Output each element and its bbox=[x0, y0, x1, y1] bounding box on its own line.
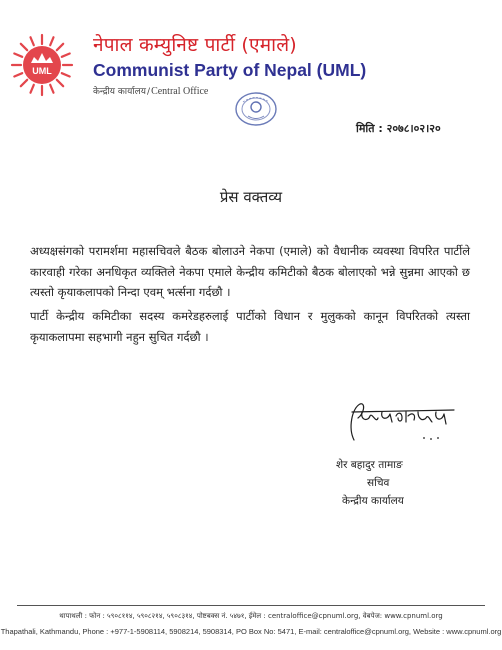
signatory-office: केन्द्रीय कार्यालय bbox=[342, 495, 404, 507]
party-name-nepali: नेपाल कम्युनिष्ट पार्टी (एमाले) bbox=[93, 34, 297, 56]
central-office-line bbox=[93, 84, 208, 97]
office-separator: / bbox=[147, 87, 151, 97]
party-seal-stamp-icon bbox=[234, 90, 278, 128]
office-label-nepali: केन्द्रीय कार्यालय bbox=[93, 87, 147, 97]
statement-paragraph-2: पार्टी केन्द्रीय कमिटीका सदस्य कमरेडहरुलाई पार्टीको विधान र मुलुकको कानून विपरितको त्यस्ता कृयाकलापमा सहभागी नहुन सुचित गर्दछौ । bbox=[30, 309, 470, 344]
party-name-english: Communist Party of Nepal (UML) bbox=[93, 60, 367, 80]
svg-text:UML: UML bbox=[32, 66, 52, 76]
press-release-heading: प्रेस वक्तव्य bbox=[219, 188, 283, 206]
signatory-name: शेर बहादुर तामाङ bbox=[336, 459, 403, 471]
letter-date: मिति : २०७८।०२।२० bbox=[356, 122, 441, 135]
footer-contact-nepali: थापाथली : फोन : ५९०८११४, ५९०८२१४, ५९०८३१४, पोष्टबक्स नं. ५४७१, ईमेल : centraloffice@cpnuml.org, वेबपेज: www.cpnuml.org bbox=[59, 612, 443, 620]
handwritten-signature-icon bbox=[346, 398, 458, 444]
office-label-english: Central Office bbox=[151, 86, 209, 97]
cpn-uml-sun-emblem-icon bbox=[9, 32, 75, 98]
statement-paragraph-1: अध्यक्षसंगको परामर्शमा महासचिवले बैठक बोलाउने नेकपा (एमाले) को वैधानीक व्यवस्था विपरित पार्टीले कारवाही गरेका अनधिकृत व्यक्तिले नेकपा एमाले केन्द्रीय कमिटीको बैठक बोलाएको भन्ने सुन्नमा आएको छ त्यस्तो कृयाकलापको निन्दा एवम् भर्त्सना गर्दछौ । bbox=[30, 244, 470, 299]
footer-divider bbox=[17, 605, 485, 606]
footer-contact-english: Thapathali, Kathmandu, Phone : +977-1-5908114, 5908214, 5908314, PO Box No: 5471, E-mail: centraloffice@cpnuml.org, Website : www.cpnuml.org bbox=[0, 627, 502, 636]
signatory-title: सचिव bbox=[367, 477, 390, 489]
